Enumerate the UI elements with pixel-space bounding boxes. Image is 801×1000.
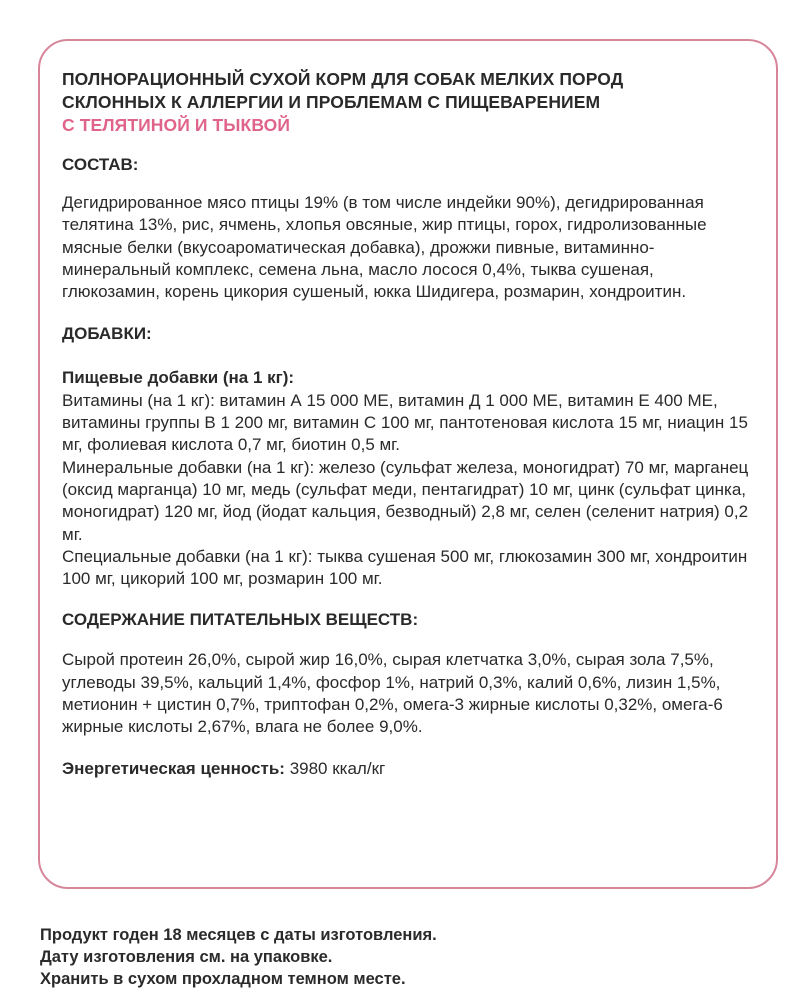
energy-value-row xyxy=(62,758,754,780)
additives-block xyxy=(62,367,754,590)
nutrition-text: Сырой протеин 26,0%, сырой жир 16,0%, сырая клетчатка 3,0%, сырая зола 7,5%, углеводы 39,5%, кальций 1,4%, фосфор 1%, натрий 0,3%, калий 0,6%, лизин 1,5%, метионин + цистин 0,7%, триптофан 0,2%, омега-3 жирные кислоты 0,32%, омега-6 жирные кислоты 2,67%, влага не более 9,0%. xyxy=(62,650,723,737)
additives-heading: ДОБАВКИ: xyxy=(62,324,152,344)
energy-label: Энергетическая ценность: xyxy=(62,758,285,778)
energy-value: 3980 ккал/кг xyxy=(289,758,386,778)
storage-info xyxy=(40,924,780,990)
nutrition-heading: СОДЕРЖАНИЕ ПИТАТЕЛЬНЫХ ВЕЩЕСТВ: xyxy=(62,610,419,630)
composition-text: Дегидрированное мясо птицы 19% (в том числе индейки 90%), дегидрированная телятина 13%, рис, ячмень, хлопья овсяные, жир птицы, горох, гидролизованные мясные белки (вкусоароматическая добавка), дрожжи пивные, витаминно-минеральный комплекс, семена льна, масло лосося 0,4%, тыква сушеная, глюкозамин, корень цикория сушеный, юкка Шидигера, розмарин, хондроитин. xyxy=(62,193,707,302)
vitamins-text: Витамины (на 1 кг): витамин А 15 000 МЕ, витамин Д 1 000 МЕ, витамин Е 400 МЕ, витамины группы В 1 200 мг, витамин С 100 мг, пантотеновая кислота 15 мг, ниацин 15 мг, фолиевая кислота 0,7 мг, биотин 0,5 мг. xyxy=(62,390,748,455)
minerals-text: Минеральные добавки (на 1 кг): железо (сульфат железа, моногидрат) 70 мг, марганец (оксид марганца) 10 мг, медь (сульфат меди, пентагидрат) 10 мг, цинк (сульфат цинка, моногидрат) 120 мг, йод (йодат кальция, безводный) 2,8 мг, селен (селенит натрия) 0,2 мг. xyxy=(62,457,749,544)
manufacture-date-text: Дату изготовления см. на упаковке. xyxy=(40,948,333,966)
shelf-life-text: Продукт годен 18 месяцев с даты изготовления. xyxy=(40,926,437,944)
product-title-line: СКЛОННЫХ К АЛЛЕРГИИ И ПРОБЛЕМАМ С ПИЩЕВАРЕНИЕМ xyxy=(62,92,601,112)
product-info-card xyxy=(38,39,778,889)
food-additives-label: Пищевые добавки (на 1 кг): xyxy=(62,368,295,388)
product-title-accent: С ТЕЛЯТИНОЙ И ТЫКВОЙ xyxy=(62,115,291,135)
product-title-line: ПОЛНОРАЦИОННЫЙ СУХОЙ КОРМ ДЛЯ СОБАК МЕЛКИХ ПОРОД xyxy=(62,69,624,89)
storage-conditions-text: Хранить в сухом прохладном темном месте. xyxy=(40,970,406,988)
special-additives-text: Специальные добавки (на 1 кг): тыква сушеная 500 мг, глюкозамин 300 мг, хондроитин 100 мг, цикорий 100 мг, розмарин 100 мг. xyxy=(62,546,748,589)
product-title xyxy=(62,68,754,137)
composition-heading: СОСТАВ: xyxy=(62,155,139,174)
